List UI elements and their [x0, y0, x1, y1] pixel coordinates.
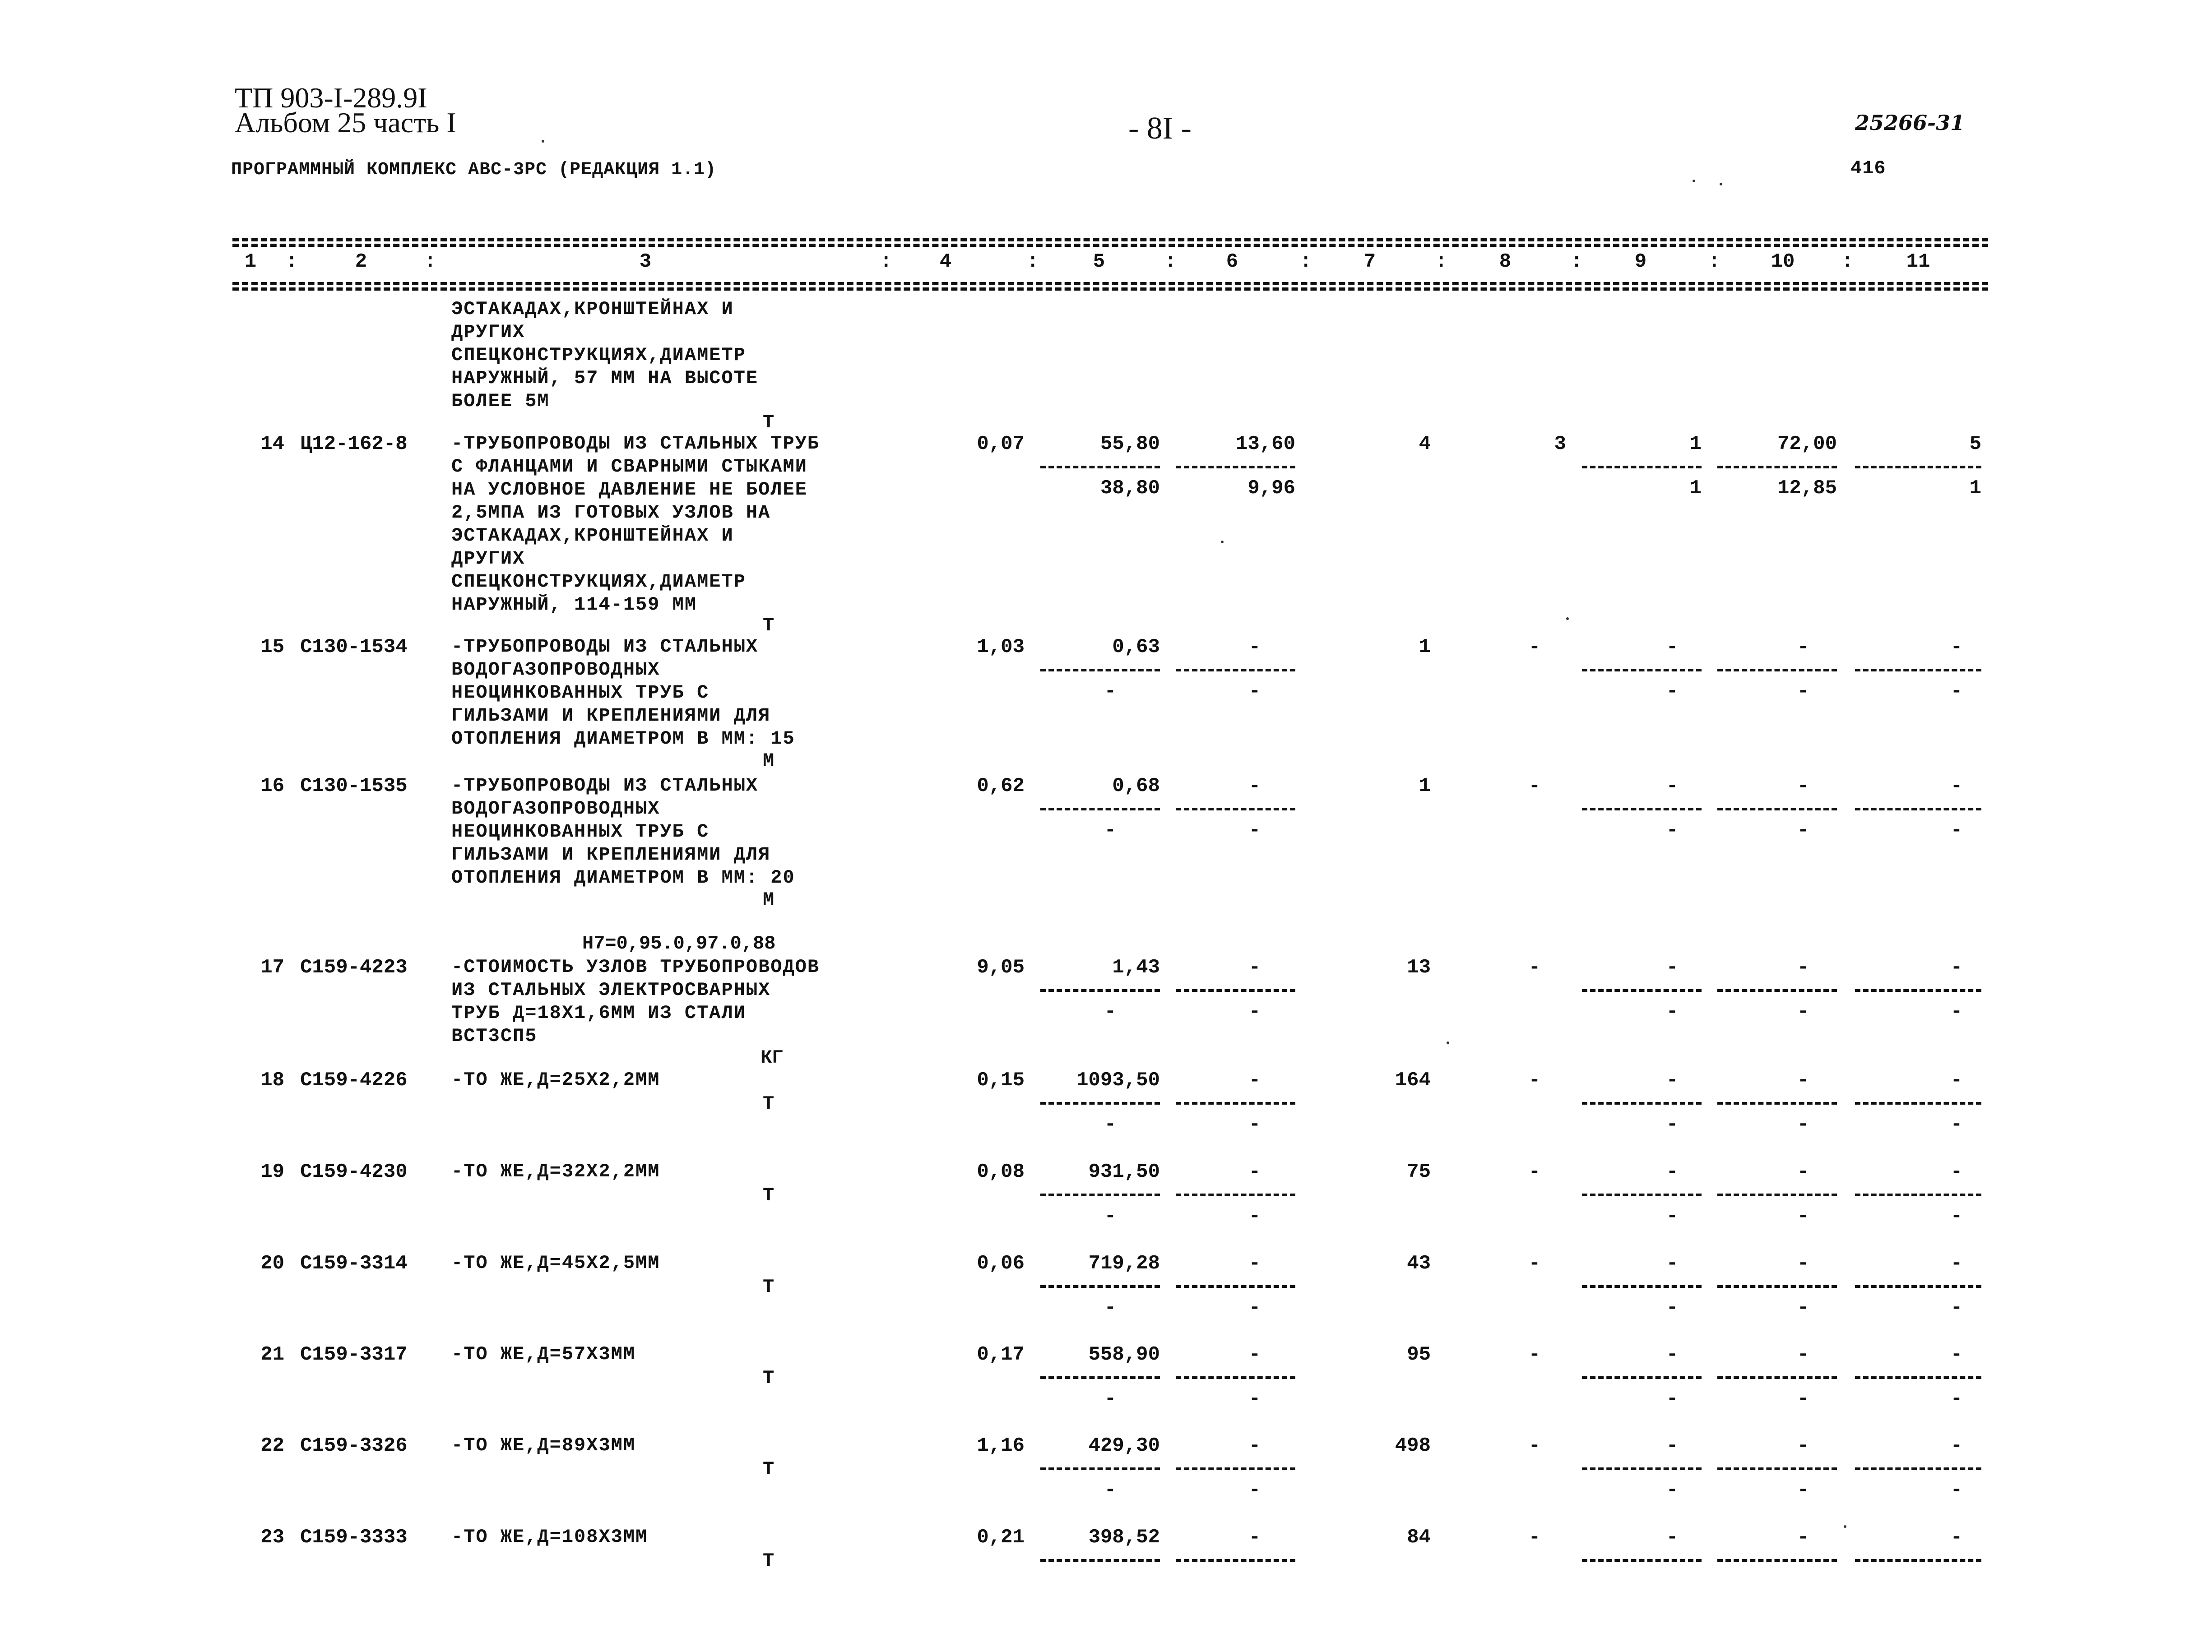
row-number: 19: [260, 1161, 284, 1183]
column-separator: :: [1300, 250, 1312, 273]
description-line: НЕОЦИНКОВАННЫХ ТРУБ С: [451, 821, 710, 842]
row-number: 22: [260, 1435, 284, 1457]
row-number: 16: [260, 775, 284, 797]
labor-hours-value: 72,00: [1777, 433, 1837, 455]
description-line: ОТОПЛЕНИЯ ДИАМЕТРОМ В ММ: 15: [451, 728, 795, 750]
column-header: 1: [244, 250, 257, 273]
fraction-rule: [1582, 1285, 1702, 1288]
unit-price-value: 1093,50: [1076, 1069, 1160, 1092]
description-line: БОЛЕЕ 5М: [451, 390, 550, 412]
column-separator: :: [1027, 250, 1039, 273]
column-header: 11: [1906, 250, 1930, 273]
norm-coefficients: Н7=0,95.0,97.0,88: [582, 933, 776, 954]
description-line: 2,5МПА ИЗ ГОТОВЫХ УЗЛОВ НА: [451, 502, 771, 523]
quantity-value: 1,03: [977, 636, 1025, 658]
table-header-bottom-rule: [232, 282, 1988, 285]
machine-cost-secondary: -: [1666, 1479, 1679, 1501]
labor-hours-secondary: -: [1797, 1000, 1809, 1023]
labor-hours-value: -: [1797, 1526, 1809, 1549]
work-description: [451, 1160, 660, 1183]
quantity-value: 9,05: [977, 956, 1025, 979]
labor-hours-secondary: 12,85: [1777, 477, 1837, 500]
quantity-value: 0,21: [977, 1526, 1025, 1549]
description-line: -ТО ЖЕ,Д=32Х2,2ММ: [451, 1161, 660, 1182]
machine-cost-value: -: [1666, 1069, 1679, 1092]
description-line: ДРУГИХ: [451, 548, 525, 569]
unit-price-value: 558,90: [1088, 1343, 1160, 1366]
fraction-rule: [1040, 1194, 1160, 1196]
fraction-rule: [1040, 1102, 1160, 1105]
description-line: ДРУГИХ: [451, 321, 525, 343]
description-line: -ТРУБОПРОВОДЫ ИЗ СТАЛЬНЫХ: [451, 775, 759, 796]
wage-value: -: [1248, 636, 1261, 658]
total-labor-secondary: -: [1950, 1479, 1963, 1501]
work-description: [451, 1434, 635, 1457]
rate-code: С159-3317: [300, 1343, 408, 1366]
wage-value: 13,60: [1235, 433, 1295, 455]
labor-hours-value: -: [1797, 956, 1809, 979]
total-wage-value: -: [1528, 1069, 1541, 1092]
description-line: ГИЛЬЗАМИ И КРЕПЛЕНИЯМИ ДЛЯ: [451, 705, 771, 727]
labor-hours-value: -: [1797, 1161, 1809, 1183]
description-line: -ТО ЖЕ,Д=89Х3ММ: [451, 1435, 636, 1456]
description-line: СПЕЦКОНСТРУКЦИЯХ,ДИАМЕТР: [451, 571, 746, 592]
unit-price-secondary: -: [1104, 819, 1117, 842]
fraction-rule: [1176, 1559, 1295, 1562]
total-wage-value: -: [1528, 956, 1541, 979]
scan-speck: [1693, 180, 1695, 182]
fraction-rule: [1040, 466, 1160, 468]
description-line: НАРУЖНЫЙ, 57 ММ НА ВЫСОТЕ: [451, 367, 759, 389]
labor-hours-value: -: [1797, 775, 1809, 797]
column-header: 2: [355, 250, 367, 273]
unit-price-secondary: -: [1104, 1479, 1117, 1501]
description-line: НАРУЖНЫЙ, 114-159 ММ: [451, 594, 697, 615]
rate-code: С159-3333: [300, 1526, 408, 1549]
unit-of-measure: Т: [763, 1093, 774, 1115]
fraction-rule: [1582, 1102, 1702, 1105]
machine-cost-secondary: -: [1666, 1000, 1679, 1023]
unit-price-value: 0,68: [1112, 775, 1160, 797]
total-labor-secondary: -: [1950, 1000, 1963, 1023]
fraction-rule: [1176, 1467, 1295, 1470]
wage-value: -: [1248, 1252, 1261, 1275]
labor-hours-value: -: [1797, 1252, 1809, 1275]
scan-speck: [1844, 1525, 1846, 1528]
description-line: ГИЛЬЗАМИ И КРЕПЛЕНИЯМИ ДЛЯ: [451, 844, 771, 865]
fraction-rule: [1176, 1102, 1295, 1105]
total-cost-value: 95: [1407, 1343, 1431, 1366]
total-labor-value: -: [1950, 956, 1963, 979]
machine-cost-secondary: -: [1666, 680, 1679, 703]
fraction-rule: [1040, 989, 1160, 992]
total-wage-value: -: [1528, 1161, 1541, 1183]
fraction-rule: [1582, 1559, 1702, 1562]
fraction-rule: [1176, 808, 1295, 810]
fraction-rule: [1040, 669, 1160, 671]
description-line: ВОДОГАЗОПРОВОДНЫХ: [451, 659, 660, 680]
rate-code: С159-4223: [300, 956, 408, 979]
fraction-rule: [1855, 1285, 1981, 1288]
work-description: [451, 774, 795, 889]
quantity-value: 0,15: [977, 1069, 1025, 1092]
unit-of-measure: Т: [763, 1458, 774, 1480]
machine-cost-value: -: [1666, 956, 1679, 979]
wage-value: -: [1248, 775, 1261, 797]
fraction-rule: [1717, 1376, 1837, 1379]
labor-hours-secondary: -: [1797, 1479, 1809, 1501]
fraction-rule: [1176, 1194, 1295, 1196]
unit-price-secondary: -: [1104, 1113, 1117, 1136]
total-wage-value: -: [1528, 775, 1541, 797]
fraction-rule: [1176, 669, 1295, 671]
machine-cost-secondary: -: [1666, 1388, 1679, 1410]
quantity-value: 1,16: [977, 1435, 1025, 1457]
work-description: [451, 1252, 660, 1275]
wage-value: -: [1248, 1435, 1261, 1457]
album-label: Альбом 25 часть I: [235, 106, 456, 139]
description-line: ОТОПЛЕНИЯ ДИАМЕТРОМ В ММ: 20: [451, 867, 795, 888]
unit-price-value: 429,30: [1088, 1435, 1160, 1457]
scan-speck: [1720, 183, 1722, 185]
scan-speck: [1447, 1041, 1449, 1044]
column-separator: :: [1571, 250, 1583, 273]
unit-of-measure: Т: [763, 1367, 774, 1389]
total-labor-value: -: [1950, 636, 1963, 658]
wage-secondary: -: [1248, 1479, 1261, 1501]
unit-price-secondary: 38,80: [1100, 477, 1160, 500]
total-cost-value: 4: [1419, 433, 1431, 455]
wage-value: -: [1248, 1161, 1261, 1183]
unit-price-secondary: -: [1104, 1388, 1117, 1410]
column-separator: :: [880, 250, 892, 273]
unit-price-value: 398,52: [1088, 1526, 1160, 1549]
rate-code: С130-1535: [300, 775, 408, 797]
row-number: 23: [260, 1526, 284, 1549]
column-separator: :: [1164, 250, 1177, 273]
labor-hours-secondary: -: [1797, 1205, 1809, 1227]
labor-hours-value: -: [1797, 636, 1809, 658]
total-labor-value: -: [1950, 1069, 1963, 1092]
machine-cost-value: -: [1666, 1252, 1679, 1275]
page-number: - 8I -: [1128, 111, 1192, 146]
wage-value: -: [1248, 1526, 1261, 1549]
unit-of-measure: Т: [763, 1185, 774, 1206]
unit-of-measure: Т: [763, 615, 774, 636]
row-number: 15: [260, 636, 284, 658]
column-separator: :: [1708, 250, 1720, 273]
total-cost-value: 43: [1407, 1252, 1431, 1275]
machine-cost-value: 1: [1689, 433, 1702, 455]
machine-cost-secondary: 1: [1689, 477, 1702, 500]
rate-code: С159-3314: [300, 1252, 408, 1275]
fraction-rule: [1717, 1285, 1837, 1288]
total-labor-value: -: [1950, 1252, 1963, 1275]
labor-hours-secondary: -: [1797, 1388, 1809, 1410]
total-labor-value: 5: [1969, 433, 1981, 455]
rate-code: С159-4230: [300, 1161, 408, 1183]
unit-of-measure: Т: [763, 1550, 774, 1572]
quantity-value: 0,17: [977, 1343, 1025, 1366]
fraction-rule: [1717, 669, 1837, 671]
work-description: [451, 956, 820, 1048]
machine-cost-value: -: [1666, 636, 1679, 658]
total-cost-value: 1: [1419, 636, 1431, 658]
total-wage-value: -: [1528, 1526, 1541, 1549]
table-header-bottom-rule-2: [232, 287, 1988, 291]
fraction-rule: [1855, 1559, 1981, 1562]
fraction-rule: [1717, 989, 1837, 992]
total-cost-value: 84: [1407, 1526, 1431, 1549]
fraction-rule: [1717, 1102, 1837, 1105]
description-line: ЭСТАКАДАХ,КРОНШТЕЙНАХ И: [451, 525, 734, 546]
unit-price-secondary: -: [1104, 1296, 1117, 1319]
column-header: 3: [639, 250, 652, 273]
wage-secondary: -: [1248, 819, 1261, 842]
total-cost-value: 75: [1407, 1161, 1431, 1183]
fraction-rule: [1855, 466, 1981, 468]
rate-code: Ц12-162-8: [300, 433, 408, 455]
total-labor-value: -: [1950, 775, 1963, 797]
rate-code: С130-1534: [300, 636, 408, 658]
description-line: -ТО ЖЕ,Д=57Х3ММ: [451, 1343, 636, 1365]
fraction-rule: [1717, 1467, 1837, 1470]
row-number: 20: [260, 1252, 284, 1275]
column-header: 9: [1634, 250, 1647, 273]
fraction-rule: [1855, 1467, 1981, 1470]
labor-hours-secondary: -: [1797, 819, 1809, 842]
unit-of-measure: Т: [763, 412, 774, 433]
labor-hours-secondary: -: [1797, 1113, 1809, 1136]
machine-cost-secondary: -: [1666, 819, 1679, 842]
fraction-rule: [1176, 1376, 1295, 1379]
fraction-rule: [1855, 989, 1981, 992]
scan-speck: [1566, 617, 1569, 620]
unit-price-value: 931,50: [1088, 1161, 1160, 1183]
column-separator: :: [1435, 250, 1447, 273]
quantity-value: 0,08: [977, 1161, 1025, 1183]
table-top-rule-2: [232, 244, 1988, 247]
total-labor-secondary: 1: [1969, 477, 1981, 500]
column-header: 4: [939, 250, 952, 273]
quantity-value: 0,62: [977, 775, 1025, 797]
total-labor-secondary: -: [1950, 1113, 1963, 1136]
description-line: -ТО ЖЕ,Д=108Х3ММ: [451, 1526, 648, 1548]
total-wage-value: -: [1528, 1343, 1541, 1366]
fraction-rule: [1582, 669, 1702, 671]
unit-price-secondary: -: [1104, 1205, 1117, 1227]
fraction-rule: [1717, 466, 1837, 468]
machine-cost-secondary: -: [1666, 1296, 1679, 1319]
fraction-rule: [1717, 1194, 1837, 1196]
column-separator: :: [1841, 250, 1854, 273]
fraction-rule: [1582, 1376, 1702, 1379]
sheet-number: 416: [1850, 157, 1886, 179]
description-line: -ТРУБОПРОВОДЫ ИЗ СТАЛЬНЫХ ТРУБ: [451, 433, 820, 454]
row-number: 17: [260, 956, 284, 979]
description-line: -ТО ЖЕ,Д=45Х2,5ММ: [451, 1252, 660, 1274]
unit-price-secondary: -: [1104, 1000, 1117, 1023]
rate-code: С159-3326: [300, 1435, 408, 1457]
work-description: [451, 1069, 660, 1092]
unit-of-measure: КГ: [761, 1047, 784, 1069]
program-title: ПРОГРАММНЫЙ КОМПЛЕКС АВС-3РС (РЕДАКЦИЯ 1.1): [231, 160, 717, 180]
machine-cost-value: -: [1666, 1343, 1679, 1366]
row-number: 18: [260, 1069, 284, 1092]
wage-secondary: -: [1248, 1113, 1261, 1136]
total-labor-secondary: -: [1950, 680, 1963, 703]
fraction-rule: [1040, 808, 1160, 810]
machine-cost-value: -: [1666, 1526, 1679, 1549]
total-labor-secondary: -: [1950, 1388, 1963, 1410]
labor-hours-value: -: [1797, 1435, 1809, 1457]
wage-secondary: -: [1248, 680, 1261, 703]
labor-hours-secondary: -: [1797, 1296, 1809, 1319]
column-header: 6: [1226, 250, 1238, 273]
unit-price-value: 719,28: [1088, 1252, 1160, 1275]
quantity-value: 0,06: [977, 1252, 1025, 1275]
machine-cost-value: -: [1666, 1435, 1679, 1457]
wage-secondary: -: [1248, 1388, 1261, 1410]
scan-speck: [542, 140, 544, 143]
row-number: 21: [260, 1343, 284, 1366]
fraction-rule: [1855, 1376, 1981, 1379]
column-separator: :: [424, 250, 436, 273]
row-number: 14: [260, 433, 284, 455]
unit-price-value: 1,43: [1112, 956, 1160, 979]
description-line: -СТОИМОСТЬ УЗЛОВ ТРУБОПРОВОДОВ: [451, 956, 820, 978]
total-wage-value: 3: [1554, 433, 1566, 455]
fraction-rule: [1582, 989, 1702, 992]
fraction-rule: [1582, 808, 1702, 810]
work-description: [451, 1526, 648, 1549]
unit-price-value: 55,80: [1100, 433, 1160, 455]
continuation-description: [451, 298, 758, 413]
fraction-rule: [1176, 989, 1295, 992]
archive-stamp-number: 25266-31: [1855, 111, 1965, 135]
fraction-rule: [1176, 1285, 1295, 1288]
description-line: ТРУБ Д=18Х1,6ММ ИЗ СТАЛИ: [451, 1002, 746, 1024]
work-description: [451, 1343, 635, 1366]
total-cost-value: 13: [1407, 956, 1431, 979]
labor-hours-secondary: -: [1797, 680, 1809, 703]
total-labor-value: -: [1950, 1343, 1963, 1366]
description-line: ИЗ СТАЛЬНЫХ ЭЛЕКТРОСВАРНЫХ: [451, 979, 771, 1001]
wage-value: -: [1248, 1069, 1261, 1092]
fraction-rule: [1040, 1467, 1160, 1470]
description-line: НА УСЛОВНОЕ ДАВЛЕНИЕ НЕ БОЛЕЕ: [451, 479, 807, 500]
fraction-rule: [1855, 669, 1981, 671]
machine-cost-secondary: -: [1666, 1205, 1679, 1227]
description-line: -ТО ЖЕ,Д=25Х2,2ММ: [451, 1069, 660, 1091]
description-line: С ФЛАНЦАМИ И СВАРНЫМИ СТЫКАМИ: [451, 456, 807, 477]
total-labor-secondary: -: [1950, 819, 1963, 842]
total-labor-value: -: [1950, 1161, 1963, 1183]
unit-of-measure: М: [763, 889, 774, 911]
fraction-rule: [1040, 1376, 1160, 1379]
unit-of-measure: М: [763, 750, 774, 772]
work-description: [451, 432, 820, 616]
description-line: ВСТ3СП5: [451, 1025, 538, 1047]
description-line: ВОДОГАЗОПРОВОДНЫХ: [451, 798, 660, 819]
fraction-rule: [1582, 1467, 1702, 1470]
total-wage-value: -: [1528, 1435, 1541, 1457]
fraction-rule: [1855, 1194, 1981, 1196]
description-line: ЭСТАКАДАХ,КРОНШТЕЙНАХ И: [451, 298, 734, 320]
fraction-rule: [1582, 466, 1702, 468]
fraction-rule: [1855, 1102, 1981, 1105]
scan-speck: [1221, 541, 1224, 543]
wage-secondary: -: [1248, 1296, 1261, 1319]
description-line: НЕОЦИНКОВАННЫХ ТРУБ С: [451, 682, 710, 703]
wage-secondary: -: [1248, 1205, 1261, 1227]
fraction-rule: [1040, 1285, 1160, 1288]
machine-cost-value: -: [1666, 1161, 1679, 1183]
total-wage-value: -: [1528, 1252, 1541, 1275]
total-labor-value: -: [1950, 1435, 1963, 1457]
wage-secondary: -: [1248, 1000, 1261, 1023]
column-header: 10: [1771, 250, 1795, 273]
fraction-rule: [1717, 1559, 1837, 1562]
total-wage-value: -: [1528, 636, 1541, 658]
column-separator: :: [286, 250, 298, 273]
fraction-rule: [1717, 808, 1837, 810]
rate-code: С159-4226: [300, 1069, 408, 1092]
total-cost-value: 498: [1395, 1435, 1431, 1457]
document-code: ТП 903-I-289.9I: [235, 82, 427, 114]
total-labor-secondary: -: [1950, 1205, 1963, 1227]
fraction-rule: [1040, 1559, 1160, 1562]
fraction-rule: [1582, 1194, 1702, 1196]
column-header: 5: [1093, 250, 1105, 273]
description-line: -ТРУБОПРОВОДЫ ИЗ СТАЛЬНЫХ: [451, 636, 759, 657]
description-line: СПЕЦКОНСТРУКЦИЯХ,ДИАМЕТР: [451, 344, 746, 366]
wage-value: -: [1248, 1343, 1261, 1366]
column-header: 8: [1499, 250, 1512, 273]
fraction-rule: [1176, 466, 1295, 468]
unit-price-secondary: -: [1104, 680, 1117, 703]
unit-of-measure: Т: [763, 1276, 774, 1298]
wage-secondary: 9,96: [1247, 477, 1295, 500]
unit-price-value: 0,63: [1112, 636, 1160, 658]
total-cost-value: 164: [1395, 1069, 1431, 1092]
machine-cost-value: -: [1666, 775, 1679, 797]
labor-hours-value: -: [1797, 1069, 1809, 1092]
column-header: 7: [1363, 250, 1376, 273]
machine-cost-secondary: -: [1666, 1113, 1679, 1136]
fraction-rule: [1855, 808, 1981, 810]
total-labor-value: -: [1950, 1526, 1963, 1549]
work-description: [451, 635, 795, 750]
labor-hours-value: -: [1797, 1343, 1809, 1366]
total-cost-value: 1: [1419, 775, 1431, 797]
total-labor-secondary: -: [1950, 1296, 1963, 1319]
quantity-value: 0,07: [977, 433, 1025, 455]
table-top-rule: [232, 238, 1988, 241]
wage-value: -: [1248, 956, 1261, 979]
